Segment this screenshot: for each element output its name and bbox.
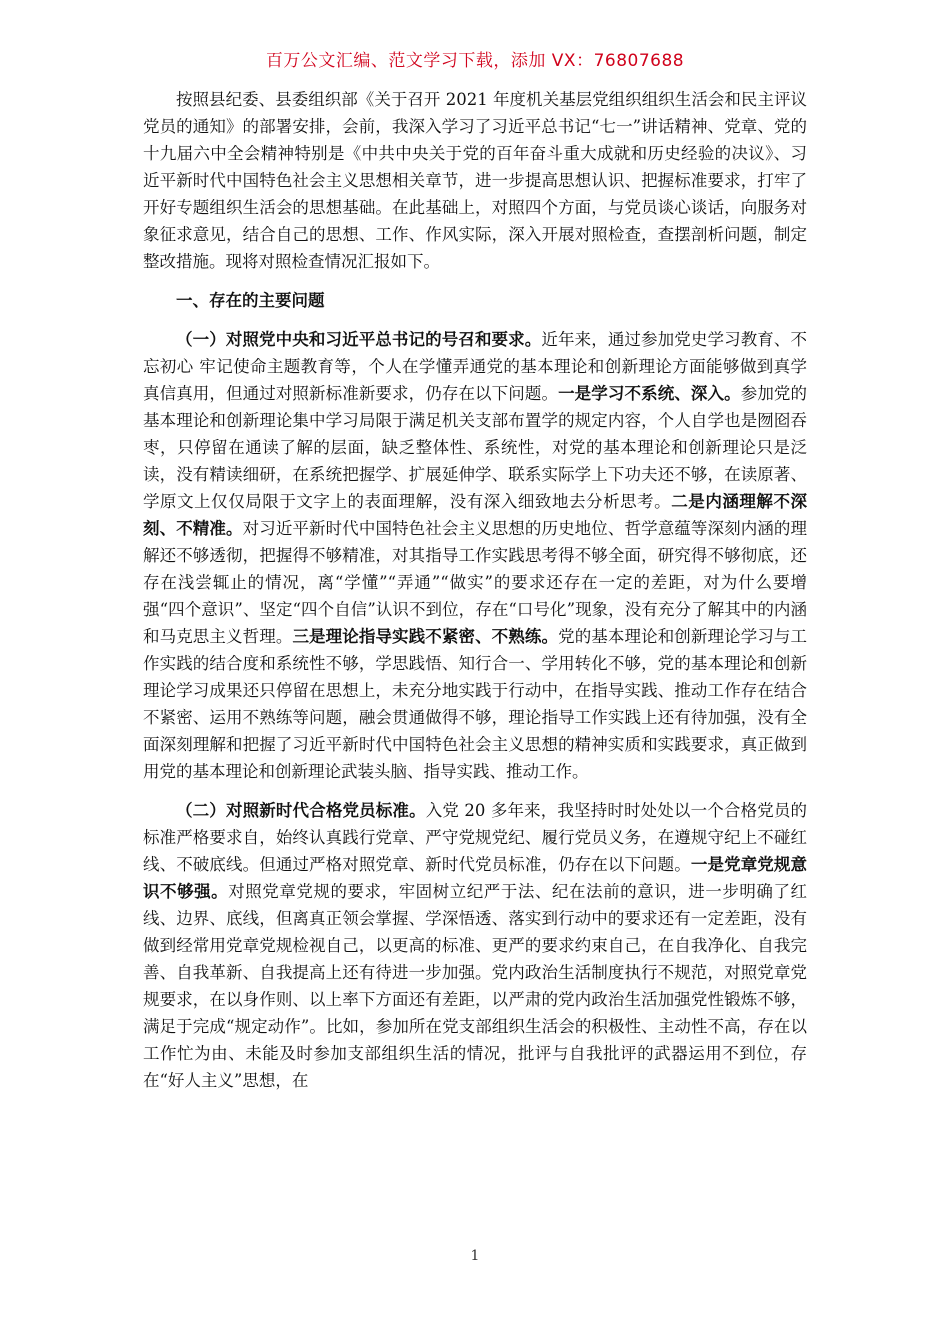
part1-point1-title: 一是学习不系统、深入。 bbox=[558, 384, 741, 403]
part1-point3-text: 党的基本理论和创新理论学习与工作实践的结合度和系统性不够，学思践悟、知行合一、学用转化不够，党的基本理论和创新理论学习成果还只停留在思想上，未充分地实践于行动中，在指导实践、推动工作存在结合不紧密、运用不熟练等问题，融会贯通做得不够，理论指导工作实践上还有待加强，没有全面深刻理解和把握了习近平新时代中国特色社会主义思想的精神实质和实践要求，真正做到用党的基本理论和创新理论武装头脑、指导实践、推动工作。 bbox=[143, 627, 808, 781]
part1-lead: 近年来，通过参加党史学习教育、不忘初心 牢记使命主题教育等，个人在学懂弄通党的基本理论和创新理论方面能够做到真学真信真用，但通过对照新标准新要求，仍存在以下问题。 bbox=[143, 330, 808, 403]
part1-point1-text: 参加党的基本理论和创新理论集中学习局限于满足机关支部布置学的规定内容，个人自学也是囫囵吞枣，只停留在通读了解的层面，缺乏整体性、系统性，对党的基本理论和创新理论只是泛读，没有精读细研，在系统把握学、扩展延伸学、联系实际学上下功夫还不够，在读原著、学原文上仅仅局限于文字上的表面理解，没有深入细致地去分析思考。 bbox=[143, 384, 808, 511]
part1-point2-text: 对习近平新时代中国特色社会主义思想的历史地位、哲学意蕴等深刻内涵的理解还不够透彻，把握得不够精准，对其指导工作实践思考得不够全面，研究得不够彻底，还存在浅尝辄止的情况，离“学懂”“弄通”“做实”的要求还存在一定的差距，对为什么要增强“四个意识”、坚定“四个自信”认识不到位，存在“口号化”现象，没有充分了解其中的内涵和马克思主义哲理。 bbox=[143, 519, 808, 646]
page-number: 1 bbox=[470, 1248, 480, 1264]
part2-title: （二）对照新时代合格党员标准。 bbox=[176, 801, 426, 820]
part1-title: （一）对照党中央和习近平总书记的号召和要求。 bbox=[176, 330, 542, 349]
part2-point1-text: 对照党章党规的要求，牢固树立纪严于法、纪在法前的意识，进一步明确了红线、边界、底线，但离真正领会掌握、学深悟透、落实到行动中的要求还有一定差距，没有做到经常用党章党规检视自己，以更高的标准、更严的要求约束自己，在自我净化、自我完善、自我革新、自我提高上还有待进一步加强。党内政治生活制度执行不规范，对照党章党规要求，在以身作则、以上率下方面还有差距，以严肃的党内政治生活加强党性锻炼不够，满足于完成“规定动作”。比如，参加所在党支部组织生活会的积极性、主动性不高，存在以工作忙为由、未能及时参加支部组织生活的情况，批评与自我批评的武器运用不到位，存在“好人主义”思想，在 bbox=[143, 882, 808, 1090]
header-watermark: 百万公文汇编、范文学习下载，添加 VX：76807688 bbox=[265, 51, 685, 71]
document-body bbox=[143, 86, 807, 1094]
part1-point2-title: 二是内涵理解不深刻、不精准。 bbox=[143, 492, 808, 538]
intro-paragraph: 按照县纪委、县委组织部《关于召开 2021 年度机关基层党组织组织生活会和民主评议党员的通知》的部署安排，会前，我深入学习了习近平总书记“七一”讲话精神、党章、党的十九届六中全会精神特别是《中共中央关于党的百年奋斗重大成就和历史经验的决议》、习近平新时代中国特色社会主义思想相关章节，进一步提高思想认识、把握标准要求，打牢了开好专题组织生活会的思想基础。在此基础上，对照四个方面，与党员谈心谈话，向服务对象征求意见，结合自己的思想、工作、作风实际，深入开展对照检查，查摆剖析问题，制定整改措施。现将对照检查情况汇报如下。 bbox=[143, 90, 807, 271]
part1-paragraph bbox=[143, 326, 807, 785]
part2-point1-title: 一是党章党规意识不够强。 bbox=[143, 855, 808, 901]
part2-paragraph bbox=[143, 797, 807, 1094]
part1-point3-title: 三是理论指导实践不紧密、不熟练。 bbox=[292, 627, 559, 646]
part2-lead: 入党 20 多年来，我坚持时时处处以一个合格党员的标准严格要求自，始终认真践行党章、严守党规党纪、履行党员义务，在遵规守纪上不碰红线、不破底线。但通过严格对照党章、新时代党员标准，仍存在以下问题。 bbox=[143, 801, 807, 874]
section-heading: 一、存在的主要问题 bbox=[176, 291, 325, 310]
